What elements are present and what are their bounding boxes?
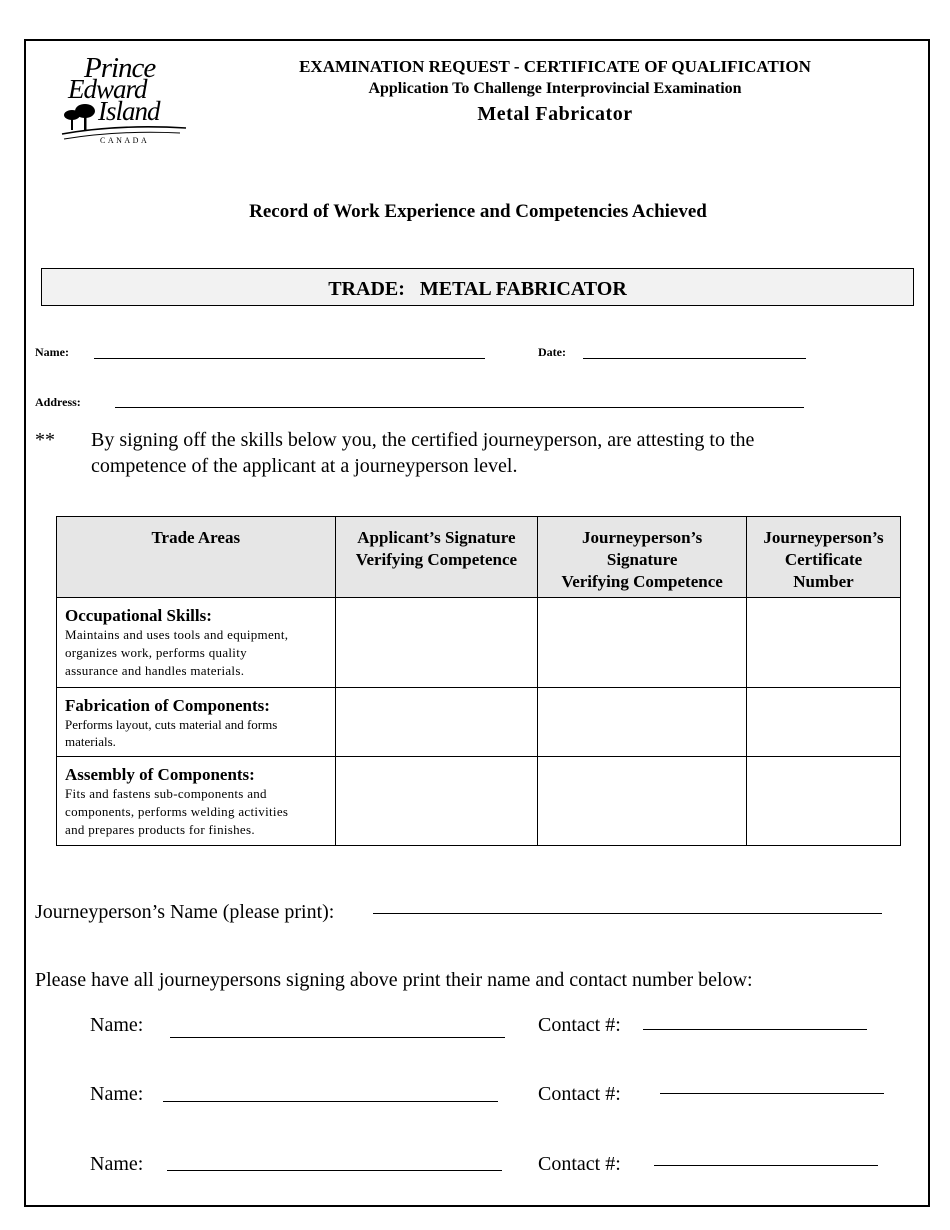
journeyperson-signature-cell[interactable] — [538, 757, 747, 846]
trade-area-cell — [57, 757, 336, 846]
form-title: EXAMINATION REQUEST - CERTIFICATE OF QUALIFICATION — [299, 57, 811, 76]
logo-text-prince: Prince — [84, 52, 156, 84]
trade-area-cell — [57, 688, 336, 757]
trade-area-desc: Maintains and uses tools and equipment, — [65, 627, 289, 642]
table-row — [57, 688, 901, 757]
contact-name-label: Name: — [90, 1014, 144, 1036]
header-text: Signature — [606, 550, 678, 569]
trade-area-cell — [57, 598, 336, 688]
contact-name-field[interactable] — [167, 1170, 502, 1171]
trade-value: METAL FABRICATOR — [419, 278, 627, 300]
contact-number-field[interactable] — [654, 1165, 878, 1166]
journeyperson-signature-cell[interactable] — [538, 598, 747, 688]
contact-name-label: Name: — [90, 1153, 144, 1175]
table-row — [57, 757, 901, 846]
pei-logo — [58, 54, 193, 149]
attestation-line-2: competence of the applicant at a journeyperson level. — [91, 455, 518, 477]
address-label: Address: — [35, 395, 81, 409]
header-text: Journeyperson’s — [582, 528, 703, 547]
contact-number-label: Contact #: — [538, 1083, 621, 1105]
name-field[interactable] — [94, 358, 485, 359]
date-field[interactable] — [583, 358, 806, 359]
attestation-line-1: By signing off the skills below you, the certified journeyperson, are attesting to the — [91, 429, 755, 451]
trade-area-desc: materials. — [65, 734, 116, 749]
header-text: Verifying Competence — [355, 550, 518, 569]
trade-area-title: Occupational Skills: — [65, 606, 212, 625]
certificate-number-cell[interactable] — [747, 688, 901, 757]
applicant-signature-cell[interactable] — [335, 598, 538, 688]
address-field[interactable] — [115, 407, 804, 408]
certificate-number-cell[interactable] — [747, 757, 901, 846]
trade-box — [41, 268, 914, 306]
date-label: Date: — [538, 345, 566, 359]
trade-label: TRADE: — [328, 278, 405, 300]
header-text: Trade Areas — [151, 528, 241, 547]
contact-name-label: Name: — [90, 1083, 144, 1105]
attestation-marker: ** — [35, 429, 55, 451]
section-title: Record of Work Experience and Competencies Achieved — [249, 201, 707, 222]
contact-number-field[interactable] — [643, 1029, 867, 1030]
header-text: Journeyperson’s — [763, 528, 884, 547]
header-text: Certificate — [784, 550, 863, 569]
contacts-instruction: Please have all journeypersons signing above print their name and contact number below: — [35, 969, 753, 991]
journeyperson-name-field[interactable] — [373, 913, 882, 914]
contact-name-field[interactable] — [170, 1037, 505, 1038]
logo-text-island: Island — [98, 96, 160, 126]
logo-text-canada: CANADA — [100, 136, 150, 145]
header-journeyperson-signature — [538, 517, 747, 598]
journeyperson-name-label: Journeyperson’s Name (please print): — [35, 901, 335, 923]
contact-number-label: Contact #: — [538, 1153, 621, 1175]
trade-area-desc: and prepares products for finishes. — [65, 822, 255, 837]
trade-area-desc: Fits and fastens sub-components and — [65, 786, 267, 801]
name-label: Name: — [35, 345, 69, 359]
trade-area-desc: assurance and handles materials. — [65, 663, 245, 678]
logo-text-edward: Edward — [68, 74, 147, 104]
trade-area-desc: Performs layout, cuts material and forms — [65, 717, 278, 732]
header-text: Number — [793, 572, 854, 591]
trade-area-title: Fabrication of Components: — [65, 696, 270, 715]
applicant-signature-cell[interactable] — [335, 688, 538, 757]
contact-name-field[interactable] — [163, 1101, 498, 1102]
form-subtitle: Application To Challenge Interprovincial Examination — [368, 80, 742, 97]
table-row — [57, 598, 901, 688]
header-applicant-signature — [335, 517, 538, 598]
header-certificate-number — [747, 517, 901, 598]
trade-area-desc: organizes work, performs quality — [65, 645, 247, 660]
certificate-number-cell[interactable] — [747, 598, 901, 688]
journeyperson-signature-cell[interactable] — [538, 688, 747, 757]
header-text: Verifying Competence — [561, 572, 723, 591]
table-header-row — [57, 517, 901, 598]
header-trade-areas — [57, 517, 336, 598]
contact-number-label: Contact #: — [538, 1014, 621, 1036]
contact-number-field[interactable] — [660, 1093, 884, 1094]
competency-table — [56, 516, 901, 846]
trade-name-heading: Metal Fabricator — [477, 103, 633, 125]
trade-area-desc: components, performs welding activities — [65, 804, 289, 819]
applicant-signature-cell[interactable] — [335, 757, 538, 846]
trade-area-title: Assembly of Components: — [65, 765, 255, 784]
header-text: Applicant’s Signature — [357, 528, 516, 547]
